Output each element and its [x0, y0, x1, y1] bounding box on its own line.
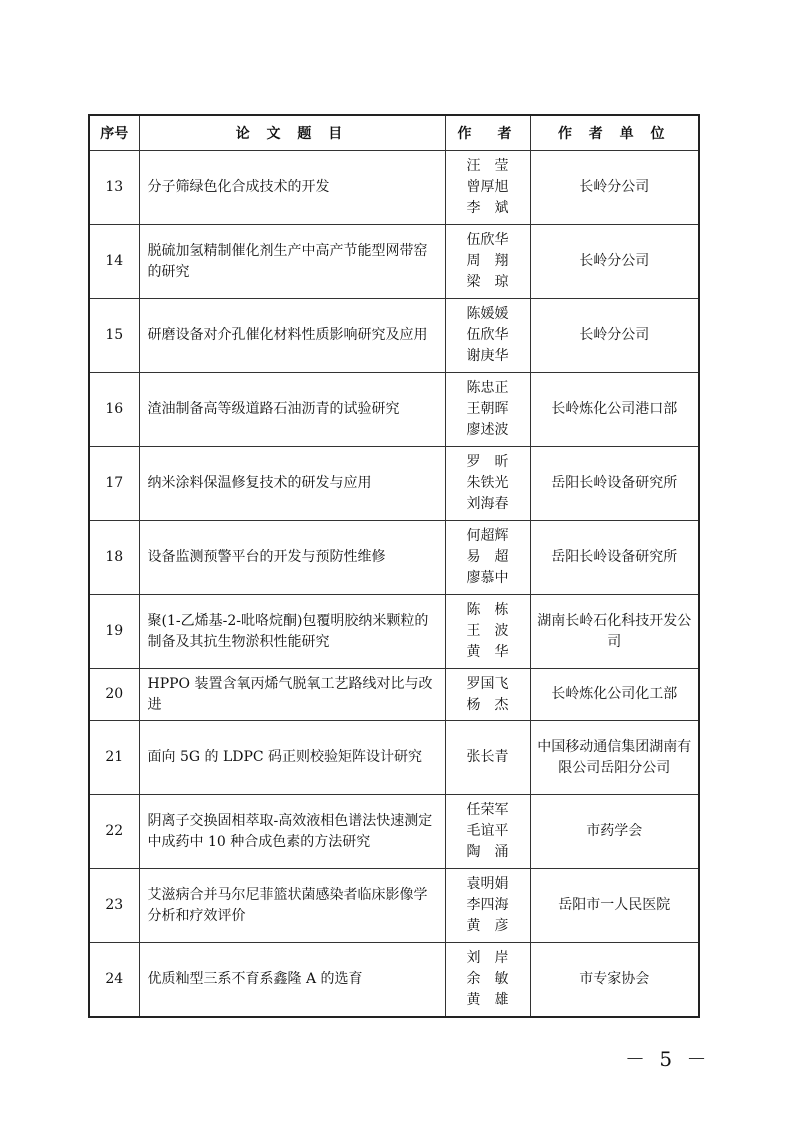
paper-authors: [445, 299, 530, 373]
papers-table: [88, 114, 700, 1018]
paper-title: 面向 5G 的 LDPC 码正则校验矩阵设计研究: [139, 721, 445, 795]
table-row: [89, 669, 699, 721]
author-name: 廖慕中: [466, 570, 509, 586]
header-title: 论 文 题 目: [139, 115, 445, 151]
table-row: [89, 151, 699, 225]
author-name: 刘 岸: [466, 949, 509, 966]
author-name: 陈忠正: [466, 380, 509, 396]
paper-authors: [445, 595, 530, 669]
author-unit: 湖南长岭石化科技开发公司: [530, 595, 699, 669]
paper-authors: [445, 225, 530, 299]
author-unit: 岳阳长岭设备研究所: [530, 521, 699, 595]
author-unit: 中国移动通信集团湖南有限公司岳阳分公司: [530, 721, 699, 795]
author-name: 王 波: [466, 623, 509, 639]
author-name: 朱铁光: [466, 475, 509, 491]
author-name: 汪 莹: [466, 158, 509, 174]
table-header-row: [89, 115, 699, 151]
table-row: [89, 595, 699, 669]
author-name: 张长青: [466, 749, 509, 765]
author-unit: 长岭炼化公司化工部: [530, 669, 699, 721]
row-number: 21: [89, 721, 139, 795]
author-name: 杨 杰: [466, 696, 509, 713]
author-name: 毛谊平: [466, 823, 509, 839]
paper-title: 优质籼型三系不育系鑫隆 A 的选育: [139, 943, 445, 1017]
author-name: 黄 雄: [466, 991, 509, 1008]
author-name: 谢庚华: [466, 348, 509, 364]
table-row: [89, 299, 699, 373]
table-row: [89, 447, 699, 521]
page-number: － 5 －: [625, 1047, 711, 1071]
author-unit: 市专家协会: [530, 943, 699, 1017]
author-name: 陶 涌: [466, 844, 509, 860]
row-number: 16: [89, 373, 139, 447]
author-name: 伍欣华: [466, 232, 509, 248]
row-number: 17: [89, 447, 139, 521]
row-number: 13: [89, 151, 139, 225]
author-name: 李四海: [466, 897, 509, 913]
author-name: 梁 琼: [466, 274, 509, 290]
table-row: [89, 373, 699, 447]
author-name: 罗国飞: [466, 675, 509, 692]
author-name: 任荣军: [466, 802, 509, 818]
author-name: 黄 彦: [466, 918, 509, 934]
paper-title: 艾滋病合并马尔尼菲篮状菌感染者临床影像学分析和疗效评价: [139, 869, 445, 943]
author-unit: 长岭分公司: [530, 225, 699, 299]
author-name: 王朝晖: [466, 401, 509, 417]
author-name: 陈媛媛: [466, 306, 509, 322]
table-row: [89, 869, 699, 943]
paper-authors: [445, 669, 530, 721]
author-name: 陈 栋: [466, 602, 509, 618]
header-no: 序号: [89, 115, 139, 151]
author-unit: 长岭分公司: [530, 151, 699, 225]
table-row: [89, 721, 699, 795]
author-name: 易 超: [466, 549, 509, 565]
paper-authors: [445, 721, 530, 795]
author-unit: 长岭分公司: [530, 299, 699, 373]
table-row: [89, 795, 699, 869]
row-number: 18: [89, 521, 139, 595]
paper-title: 纳米涂料保温修复技术的研发与应用: [139, 447, 445, 521]
paper-authors: [445, 521, 530, 595]
row-number: 22: [89, 795, 139, 869]
author-name: 余 敏: [466, 970, 509, 987]
author-name: 伍欣华: [466, 327, 509, 343]
author-unit: 岳阳市一人民医院: [530, 869, 699, 943]
paper-title: 聚(1-乙烯基-2-吡咯烷酮)包覆明胶纳米颗粒的制备及其抗生物淤积性能研究: [139, 595, 445, 669]
author-unit: 市药学会: [530, 795, 699, 869]
paper-authors: [445, 869, 530, 943]
paper-title: 设备监测预警平台的开发与预防性维修: [139, 521, 445, 595]
table-row: [89, 943, 699, 1017]
row-number: 23: [89, 869, 139, 943]
header-unit: 作 者 单 位: [530, 115, 699, 151]
paper-title: 研磨设备对介孔催化材料性质影响研究及应用: [139, 299, 445, 373]
row-number: 15: [89, 299, 139, 373]
author-name: 周 翔: [466, 253, 509, 269]
table-row: [89, 225, 699, 299]
row-number: 20: [89, 669, 139, 721]
paper-title: HPPO 装置含氧丙烯气脱氧工艺路线对比与改进: [139, 669, 445, 721]
author-unit: 长岭炼化公司港口部: [530, 373, 699, 447]
paper-authors: [445, 795, 530, 869]
row-number: 14: [89, 225, 139, 299]
row-number: 24: [89, 943, 139, 1017]
author-name: 曾厚旭: [466, 179, 509, 195]
row-number: 19: [89, 595, 139, 669]
author-name: 何超辉: [466, 528, 509, 544]
paper-authors: [445, 373, 530, 447]
header-author: 作 者: [445, 115, 530, 151]
author-name: 罗 昕: [466, 454, 509, 470]
paper-title: 脱硫加氢精制催化剂生产中高产节能型网带窑的研究: [139, 225, 445, 299]
paper-authors: [445, 151, 530, 225]
author-name: 李 斌: [466, 200, 509, 216]
author-name: 袁明娟: [466, 876, 509, 892]
author-name: 黄 华: [466, 644, 509, 660]
author-name: 廖述波: [466, 422, 509, 438]
author-name: 刘海春: [466, 496, 509, 512]
paper-title: 渣油制备高等级道路石油沥青的试验研究: [139, 373, 445, 447]
author-unit: 岳阳长岭设备研究所: [530, 447, 699, 521]
paper-authors: [445, 447, 530, 521]
table-body: [89, 151, 699, 1017]
paper-authors: [445, 943, 530, 1017]
paper-title: 分子筛绿色化合成技术的开发: [139, 151, 445, 225]
table-row: [89, 521, 699, 595]
paper-title: 阴离子交换固相萃取-高效液相色谱法快速测定中成药中 10 种合成色素的方法研究: [139, 795, 445, 869]
